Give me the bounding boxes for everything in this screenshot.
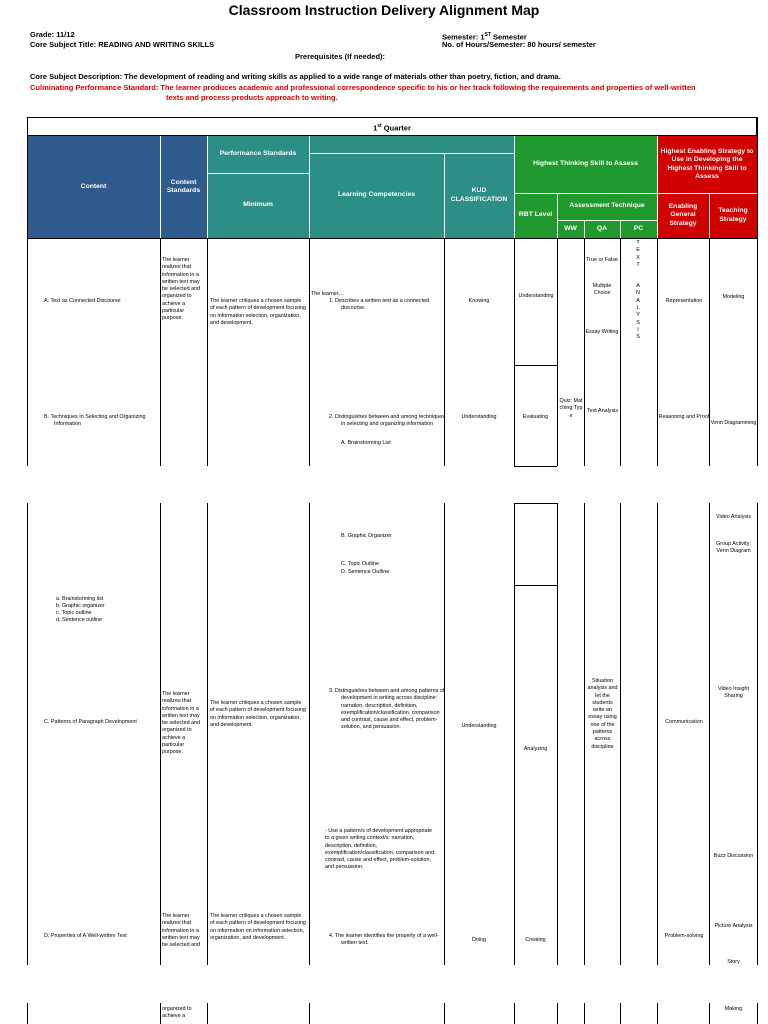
content-b: B. Techniques In Selecting and Organizing Information [44,414,146,428]
culminating-standard-cont: texts and process products approach to writing. [166,93,338,102]
qa-header: QA [584,220,620,238]
hours-label: No. of Hours/Semester: 80 hours/ semester [442,40,596,49]
core-subject-title: Core Subject Title: READING AND WRITING SKILLS [30,40,215,49]
blank-teal-header [309,136,444,153]
qa-true-false: True or False [586,257,618,263]
kud-header: KUD CLASSIFICATION [444,153,514,238]
teaching-strategy-header: Teaching Strategy [709,193,757,238]
competency-2-sentence: D. Sentence Outline [341,569,390,575]
competency-2-graphic: B. Graphic Organizer [341,533,392,539]
quarter-header: 1st Quarter [27,117,757,136]
content-standard-cont: organized to achieve a [162,1006,192,1020]
competency-2-sub: A. Brainstorming List [341,440,391,446]
teaching-strategy-making: Making [724,1006,743,1012]
learner-label: The learner… [311,291,344,297]
pc-text-analysis: T E X T A N A L Y S I S [636,240,640,341]
performance-standard-c: The learner critiques a chosen sample of each pattern of development focusing on information selection, organization, and development. [210,700,306,728]
highest-enabling-header: Highest Enabling Strategy to Use in Developing the Highest Thinking Skill to Assess [657,136,757,193]
highest-thinking-header: Highest Thinking Skill to Assess [514,136,657,193]
minimum-header: Minimum [207,173,309,238]
enabling-general-b: Reasoning and Proof [658,414,710,420]
qa-c: Situation analysis and let the students write an essay using one of the patterns across discipline [587,678,618,750]
performance-standard-a: The learner critiques a chosen sample of each pattern of development focusing on information selection, organization, and development. [210,298,306,326]
competency-3-use: - Use a pattern/s of development appropriate to a given writing context/s: narration, description, definition, exemplification/classification, comparison and contrast, cause and effect, problem-solution, and persuasion. [325,828,435,871]
ww-header: WW [557,220,584,238]
qa-essay-writing: Essay Writing [585,329,619,335]
content-header: Content [27,136,160,238]
list-item: b. Graphic organizer [56,603,105,609]
content-standard-c: The learner realizes that information in a written text may be selected and organized to achieve a particular purpose. [162,691,201,756]
rbt-d: Creating [525,937,546,943]
rbt-header: RBT Level [514,193,557,238]
subject-description: Core Subject Description: The development of reading and writing skills as applied to a wide range of materials other than poetry, fiction, and drama. [30,72,561,81]
teaching-strategy-d: Picture Analysis [714,923,753,929]
enabling-general-a: Representation [665,298,703,304]
content-standard-a: The learner realizes that information in a written text may be selected and organized to achieve a particular purpose. [162,257,201,322]
culminating-standard: Culminating Performance Standard: The learner produces academic and professional correspondence specific to his or her track following the requirements and properties of well-written [30,83,696,92]
content-c: C. Patterns of Paragraph Development [44,719,137,725]
rbt-a: Understanding [518,293,554,299]
content-standard-d: The learner realizes that information in a written text may be selected and [162,913,201,949]
teaching-strategy-c: Video Insight Sharing [717,686,750,700]
content-a: A. Text as Connected Discourse [44,298,121,304]
teaching-strategy-a: Modeling [722,294,745,300]
competency-4: 4. The learner identifies the property of a well-written text. [329,933,439,947]
competency-2-topic: C. Topic Outline [341,561,379,567]
qa-b: Text Analysis [586,408,619,414]
page-title: Classroom Instruction Delivery Alignment Map [228,2,540,18]
list-item: d. Sentence outline [56,617,103,623]
list-item: a. Brainstorming list [56,596,104,602]
teaching-strategy-video-analysis: Video Analysis [716,514,751,520]
pc-header: PC [620,220,657,238]
qa-multiple-choice: Multiple Choice [592,283,612,297]
teaching-strategy-group-activity: Group Activity: Venn Diagram [716,541,751,555]
teaching-strategy-buzz: Buzz Discussion [713,853,754,859]
ww-b: Quiz: Matching Type [559,398,583,419]
performance-standards-header: Performance Standards [207,136,309,173]
rbt-c: Analyzing [523,746,548,752]
kud-d: Doing [471,937,487,943]
enabling-general-c: Communication [665,719,703,725]
teaching-strategy-b: Venn Diagramming [710,420,757,426]
blank-teal-header-2 [444,136,514,153]
kud-c: Understanding [461,723,497,729]
rbt-b: Evaluating [522,414,549,420]
competency-2: 2. Distinguishes between and among techniques in selecting and organizing information [329,414,445,428]
kud-a: Knowing [468,298,490,304]
content-standards-header: Content Standards [160,136,207,238]
kud-b: Understanding [461,414,497,420]
learning-competencies-header: Learning Competencies [309,153,444,238]
enabling-general-d: Problem-solving [664,933,704,939]
performance-standard-d: The learner critiques a chosen sample of each pattern of development focusing on information on information selection, organization, and development. [210,913,306,941]
semester-label: Semester: 1ST Semester [442,32,527,42]
teaching-strategy-d-story: Story [727,959,740,965]
list-item: c. Topic outline [56,610,92,616]
grade-label: Grade: 11/12 [30,30,75,39]
assessment-technique-header: Assessment Technique [557,193,657,220]
content-d: D. Properties of A Well-written Text [44,933,127,939]
prerequisites-label: Prerequisites (If needed): [295,52,386,61]
competency-1: 1. Describes a written text as a connected discourse. [329,298,430,312]
enabling-general-header: Enabling General Strategy [657,193,709,238]
competency-3: 3. Distinguishes between and among patterns of development in writing across discipline: narration, description, definition, exemplification/classification, comparison and contrast, cause and effect, problem-solution, and persuasion. [329,688,445,731]
